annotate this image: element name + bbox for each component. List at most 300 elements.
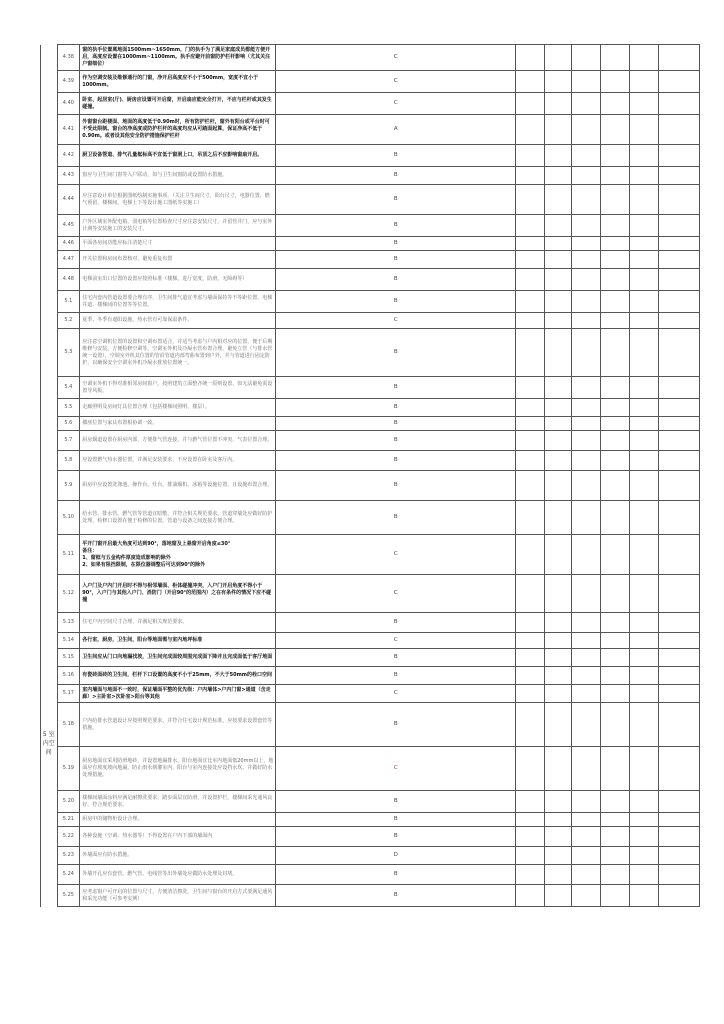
blank-cell: [571, 649, 600, 667]
blank-cell: [658, 237, 699, 251]
blank-cell: [658, 813, 699, 827]
blank-cell: [629, 185, 658, 215]
item-text: 窗的执手位置离地面1500mm~1650mm，门的执手为了满足家庭成员都能方便开启，高度应设置在1000mm~1100mm。执手应避开前窗防护栏杆影响（尤其关注户窗细位）: [80, 45, 276, 71]
blank-cell: [545, 827, 572, 847]
blank-cell: [545, 93, 572, 115]
item-number: 4.46: [57, 237, 80, 251]
blank-cell: [545, 399, 572, 417]
blank-cell: [545, 237, 572, 251]
inspection-table: [40, 44, 700, 907]
blank-cell: [658, 827, 699, 847]
blank-cell: [600, 633, 629, 649]
blank-cell: [516, 269, 545, 291]
table-row: [41, 847, 700, 865]
item-text: 平开门窗开启最大角度可达到90°，落地窗及上悬窗开启角度≤30° 备注： 1、窗框与五金构件厚度造成影响的除外 2、如果有阻挡限制，在限位器调整后可达到90°的除外: [80, 535, 276, 575]
blank-cell: [516, 71, 545, 93]
item-text: 外窗窗台距楼面、地面的高度低于0.90m时，所有防护栏杆，窗外有阳台或平台时可不受此限制。窗台的净高度或防护栏杆的高度均应从可踏面起算，保证净高不低于0.90m。或者设其他安全防护措施保护栏杆: [80, 115, 276, 145]
blank-cell: [571, 431, 600, 451]
grade-cell: C: [276, 45, 516, 71]
blank-cell: [545, 613, 572, 633]
blank-cell: [658, 185, 699, 215]
blank-cell: [545, 167, 572, 185]
blank-cell: [658, 269, 699, 291]
blank-cell: [600, 865, 629, 885]
blank-cell: [629, 813, 658, 827]
blank-cell: [571, 685, 600, 703]
item-number: 5.13: [57, 613, 80, 633]
table-row: [41, 649, 700, 667]
blank-cell: [571, 93, 600, 115]
blank-cell: [571, 185, 600, 215]
item-number: 5.2: [57, 313, 80, 329]
blank-cell: [629, 827, 658, 847]
item-number: 4.38: [57, 45, 80, 71]
blank-cell: [600, 501, 629, 535]
item-number: 5.12: [57, 575, 80, 613]
table-row: [41, 145, 700, 167]
table-row: [41, 237, 700, 251]
grade-cell: B: [276, 703, 516, 747]
blank-cell: [571, 417, 600, 431]
blank-cell: [600, 535, 629, 575]
table-row: [41, 417, 700, 431]
blank-cell: [545, 251, 572, 269]
item-text: 外墙面应有防水措施。: [80, 847, 276, 865]
grade-cell: B: [276, 399, 516, 417]
item-text: 户外区域室外配电箱、弱电箱等位置检查尺寸应注意安装尺寸，并留管井门，应与室外计测等安装施工的安装尺寸。: [80, 215, 276, 237]
item-number: 5.7: [57, 431, 80, 451]
blank-cell: [516, 45, 545, 71]
table-row: [41, 115, 700, 145]
blank-cell: [658, 167, 699, 185]
blank-cell: [545, 535, 572, 575]
blank-cell: [545, 633, 572, 649]
table-row: [41, 93, 700, 115]
blank-cell: [629, 93, 658, 115]
blank-cell: [545, 313, 572, 329]
grade-cell: C: [276, 575, 516, 613]
blank-cell: [516, 471, 545, 501]
item-number: 5.25: [57, 885, 80, 907]
item-text: 应注意空调机位置的设置和空调布置适合，并适当考虑与户内相对应的位置，便于后期维修与安装，方便检修空调等，空调室外机及冷凝水管布置合理，避免立管（与排水管统一设置），空调室外机其位置的管沿管道内部弯曲布置到户外，并与管道进行固定防护，以确保安全空调室外机冷凝水排放位置统一。: [80, 329, 276, 377]
blank-cell: [571, 329, 600, 377]
blank-cell: [545, 685, 572, 703]
blank-cell: [571, 251, 600, 269]
blank-cell: [629, 501, 658, 535]
blank-cell: [516, 329, 545, 377]
blank-cell: [600, 747, 629, 791]
blank-cell: [629, 417, 658, 431]
blank-cell: [658, 633, 699, 649]
grade-cell: B: [276, 431, 516, 451]
blank-cell: [600, 313, 629, 329]
blank-cell: [658, 501, 699, 535]
blank-cell: [545, 649, 572, 667]
blank-cell: [629, 747, 658, 791]
item-text: 户内给排水管道设计应按照规范要求，并符合住宅设计规范标准，应按要求设置套管等措施。: [80, 703, 276, 747]
blank-cell: [516, 93, 545, 115]
blank-cell: [600, 399, 629, 417]
blank-cell: [545, 791, 572, 813]
grade-cell: B: [276, 451, 516, 471]
blank-cell: [629, 535, 658, 575]
blank-cell: [571, 377, 600, 399]
blank-cell: [571, 847, 600, 865]
item-text: 卫生间应从门口向地漏找坡，卫生间完成面较周围完成面下降并且完成面低于客厅地面: [80, 649, 276, 667]
blank-cell: [545, 813, 572, 827]
blank-cell: [600, 45, 629, 71]
item-text: 各种设施（空调、热水器等）不得设置在户内下部的墙面内: [80, 827, 276, 847]
item-text: 入户门及户内门开启时不得与相邻墙面、柜体碰撞冲突，入户门开启角度不得小于90°，入户门与其他入户门、消防门（开启90°的范围内）之在有条件的情况下应不碰撞: [80, 575, 276, 613]
blank-cell: [658, 865, 699, 885]
blank-cell: [600, 667, 629, 685]
table-row: [41, 613, 700, 633]
blank-cell: [516, 575, 545, 613]
blank-cell: [516, 215, 545, 237]
table-row: [41, 501, 700, 535]
item-text: 应考虑窗户可开启的位置与尺寸，方便清洁擦洗，卫生间与窗台的开启方式要满足通风和采光功能（可参考实例）: [80, 885, 276, 907]
blank-cell: [516, 703, 545, 747]
item-number: 5.11: [57, 535, 80, 575]
blank-cell: [658, 313, 699, 329]
blank-cell: [516, 167, 545, 185]
blank-cell: [600, 575, 629, 613]
blank-cell: [658, 885, 699, 907]
blank-cell: [658, 329, 699, 377]
item-text: 室内墙面与地面不一致时，保证墙面平整的优先级：户内墙体>户内门窗>通道（含走廊）>主卧室>次卧室>阳台等其他: [80, 685, 276, 703]
grade-cell: B: [276, 791, 516, 813]
item-number: 5.3: [57, 329, 80, 377]
blank-cell: [658, 377, 699, 399]
blank-cell: [629, 633, 658, 649]
blank-cell: [600, 451, 629, 471]
blank-cell: [600, 685, 629, 703]
table-row: [41, 399, 700, 417]
blank-cell: [629, 399, 658, 417]
blank-cell: [658, 71, 699, 93]
blank-cell: [629, 613, 658, 633]
table-row: [41, 215, 700, 237]
table-row: [41, 185, 700, 215]
blank-cell: [600, 471, 629, 501]
blank-cell: [571, 535, 600, 575]
table-row: [41, 827, 700, 847]
blank-cell: [571, 399, 600, 417]
grade-cell: B: [276, 269, 516, 291]
table-row: [41, 865, 700, 885]
table-row: [41, 575, 700, 613]
blank-cell: [658, 399, 699, 417]
blank-cell: [658, 93, 699, 115]
blank-cell: [600, 703, 629, 747]
blank-cell: [658, 747, 699, 791]
table-row: [41, 313, 700, 329]
item-text: 厨房烟道设置在厨房内部，方便排气管连接，并与燃气管位置不冲突，气表位置合理。: [80, 431, 276, 451]
grade-cell: B: [276, 667, 516, 685]
blank-cell: [658, 685, 699, 703]
blank-cell: [516, 185, 545, 215]
blank-cell: [658, 431, 699, 451]
item-text: 厨卫设备管道、排气孔量框标高不宜低于窗洞上口，吊顶之后不应影响窗扇开启。: [80, 145, 276, 167]
blank-cell: [600, 329, 629, 377]
blank-cell: [629, 471, 658, 501]
blank-cell: [571, 313, 600, 329]
grade-cell: C: [276, 747, 516, 791]
blank-cell: [545, 185, 572, 215]
item-number: 4.42: [57, 145, 80, 167]
table-row: [41, 71, 700, 93]
item-number: 5.15: [57, 649, 80, 667]
item-number: 4.48: [57, 269, 80, 291]
blank-cell: [516, 865, 545, 885]
blank-cell: [571, 501, 600, 535]
blank-cell: [545, 575, 572, 613]
blank-cell: [571, 71, 600, 93]
grade-cell: B: [276, 885, 516, 907]
item-text: 住宅内套内管道设置要合理有序，卫生间排气道宜考虑与墙面保持等不等距位置、电梯井道、楼梯间的位置等等位置。: [80, 291, 276, 313]
blank-cell: [516, 377, 545, 399]
blank-cell: [658, 45, 699, 71]
blank-cell: [516, 399, 545, 417]
blank-cell: [629, 649, 658, 667]
blank-cell: [571, 167, 600, 185]
blank-cell: [658, 791, 699, 813]
blank-cell: [600, 431, 629, 451]
item-text: 空调室外机不得对准相邻房间窗户，按照建筑立面整齐统一原则设置，如无法避免需设置导风板。: [80, 377, 276, 399]
blank-cell: [516, 885, 545, 907]
blank-cell: [545, 291, 572, 313]
blank-cell: [516, 501, 545, 535]
item-number: 5.18: [57, 703, 80, 747]
item-text: 有瓷砖面砖的卫生间，栏杆下口设置的高度不小于25mm，不大于50mm的栓口空间: [80, 667, 276, 685]
grade-cell: B: [276, 613, 516, 633]
blank-cell: [516, 115, 545, 145]
item-number: 4.47: [57, 251, 80, 269]
table-row: [41, 251, 700, 269]
item-text: 夏季、冬季有遮阳设施，热水管有可靠保温条件。: [80, 313, 276, 329]
blank-cell: [658, 703, 699, 747]
item-number: 5.1: [57, 291, 80, 313]
blank-cell: [571, 215, 600, 237]
blank-cell: [545, 417, 572, 431]
blank-cell: [516, 535, 545, 575]
blank-cell: [658, 251, 699, 269]
blank-cell: [545, 145, 572, 167]
blank-cell: [545, 501, 572, 535]
blank-cell: [629, 329, 658, 377]
item-number: 5.8: [57, 451, 80, 471]
blank-cell: [545, 329, 572, 377]
blank-cell: [545, 377, 572, 399]
item-text: 给水管、排水管、燃气管等管道宜暗敷，并符合相关规范要求，管道穿墙处应做好防护处理，检修口设置在便于检修的位置，管道与设备之间连接方便合理。: [80, 501, 276, 535]
grade-cell: B: [276, 185, 516, 215]
item-text: 厨房中应设置洗涤池、操作台、灶台、排油烟机、冰箱等设施位置，且设施布置合理。: [80, 471, 276, 501]
item-number: 5.5: [57, 399, 80, 417]
blank-cell: [545, 471, 572, 501]
blank-cell: [545, 847, 572, 865]
blank-cell: [571, 451, 600, 471]
item-text: 住宅户内空间尺寸合理，并满足相关规范要求。: [80, 613, 276, 633]
item-number: 5.21: [57, 813, 80, 827]
item-text: 平面各房间功能应标注清楚尺寸: [80, 237, 276, 251]
table-row: [41, 667, 700, 685]
blank-cell: [516, 685, 545, 703]
blank-cell: [516, 827, 545, 847]
blank-cell: [571, 269, 600, 291]
blank-cell: [516, 313, 545, 329]
table-row: [41, 45, 700, 71]
grade-cell: A: [276, 115, 516, 145]
blank-cell: [600, 885, 629, 907]
grade-cell: B: [276, 417, 516, 431]
blank-cell: [600, 377, 629, 399]
item-number: 4.43: [57, 167, 80, 185]
blank-cell: [600, 167, 629, 185]
blank-cell: [629, 575, 658, 613]
grade-cell: B: [276, 649, 516, 667]
item-text: 外墙开孔应有套管，燃气管、电线管等出外墙处应做防水处理及封堵。: [80, 865, 276, 885]
item-text: 开关位置和房间布置核对，避免重复布置: [80, 251, 276, 269]
item-text: 厨房中的储物柜设计合理。: [80, 813, 276, 827]
grade-cell: C: [276, 535, 516, 575]
blank-cell: [545, 71, 572, 93]
blank-cell: [629, 377, 658, 399]
item-text: 厨房地面宜采用防滑地砖，并设置地漏排水，阳台地面宜比室内地面低20mm以上，地面应有坡度坡向地漏，防止雨水倒灌室内，阳台与室内连接处应设挡水坎，并做好防水处理措施。: [80, 747, 276, 791]
blank-cell: [516, 251, 545, 269]
item-text: 插座位置与家具布置相协调一致。: [80, 417, 276, 431]
blank-cell: [571, 791, 600, 813]
blank-cell: [629, 115, 658, 145]
grade-cell: C: [276, 93, 516, 115]
blank-cell: [629, 313, 658, 329]
grade-cell: D: [276, 847, 516, 865]
blank-cell: [545, 215, 572, 237]
blank-cell: [629, 215, 658, 237]
blank-cell: [545, 885, 572, 907]
blank-cell: [516, 145, 545, 167]
item-text: 应注意设计单位根据图纸绘制实施事项，（关注卫生间尺寸，阳台尺寸，电器位置，燃气预留，楼梯间，电梯上下等设计施工图纸等实施工）: [80, 185, 276, 215]
blank-cell: [658, 215, 699, 237]
table-row: [41, 685, 700, 703]
table-row: [41, 885, 700, 907]
item-number: 5.23: [57, 847, 80, 865]
grade-cell: B: [276, 237, 516, 251]
blank-cell: [600, 827, 629, 847]
blank-cell: [545, 667, 572, 685]
table-row: [41, 431, 700, 451]
blank-cell: [571, 885, 600, 907]
blank-cell: [516, 667, 545, 685]
blank-cell: [658, 451, 699, 471]
grade-cell: B: [276, 329, 516, 377]
blank-cell: [545, 451, 572, 471]
item-number: 5.6: [57, 417, 80, 431]
item-number: 4.40: [57, 93, 80, 115]
blank-cell: [658, 535, 699, 575]
blank-cell: [629, 865, 658, 885]
item-number: 5.10: [57, 501, 80, 535]
blank-cell: [545, 747, 572, 791]
blank-cell: [545, 865, 572, 885]
blank-cell: [600, 237, 629, 251]
item-text: 各行室，厨房，卫生间，阳台等地面需与室内地坪标准: [80, 633, 276, 649]
blank-cell: [516, 431, 545, 451]
blank-cell: [629, 269, 658, 291]
blank-cell: [516, 847, 545, 865]
grade-cell: B: [276, 471, 516, 501]
table-row: [41, 633, 700, 649]
blank-cell: [571, 827, 600, 847]
grade-cell: B: [276, 167, 516, 185]
blank-cell: [571, 703, 600, 747]
blank-cell: [629, 45, 658, 71]
item-number: 4.44: [57, 185, 80, 215]
blank-cell: [629, 703, 658, 747]
grade-cell: B: [276, 215, 516, 237]
blank-cell: [629, 237, 658, 251]
grade-cell: B: [276, 377, 516, 399]
table-row: [41, 269, 700, 291]
item-number: 5.22: [57, 827, 80, 847]
blank-cell: [658, 847, 699, 865]
grade-cell: B: [276, 291, 516, 313]
blank-cell: [600, 251, 629, 269]
grade-cell: C: [276, 633, 516, 649]
table-row: [41, 167, 700, 185]
table-row: [41, 703, 700, 747]
blank-cell: [545, 269, 572, 291]
blank-cell: [629, 451, 658, 471]
blank-cell: [571, 865, 600, 885]
blank-cell: [629, 291, 658, 313]
blank-cell: [600, 145, 629, 167]
blank-cell: [571, 145, 600, 167]
item-number: 4.45: [57, 215, 80, 237]
item-text: 窗应与卫生间门窗等入户联动，如与卫生间窗防或设置防水措施。: [80, 167, 276, 185]
section-label: 5 室内空间: [41, 45, 58, 907]
item-text: 楼梯间墙面涂料应满足耐擦洗要求，踏步面层宜防滑，并设置护栏，楼梯间采光通风良好，符合规范要求。: [80, 791, 276, 813]
table-row: [41, 329, 700, 377]
table-row: [41, 291, 700, 313]
blank-cell: [516, 649, 545, 667]
blank-cell: [571, 613, 600, 633]
table-row: [41, 471, 700, 501]
blank-cell: [629, 667, 658, 685]
grade-cell: B: [276, 827, 516, 847]
blank-cell: [516, 747, 545, 791]
blank-cell: [658, 667, 699, 685]
grade-cell: B: [276, 813, 516, 827]
item-number: 4.39: [57, 71, 80, 93]
item-number: 5.20: [57, 791, 80, 813]
blank-cell: [629, 847, 658, 865]
blank-cell: [516, 613, 545, 633]
item-number: 5.4: [57, 377, 80, 399]
table-row: [41, 451, 700, 471]
blank-cell: [516, 813, 545, 827]
blank-cell: [600, 613, 629, 633]
blank-cell: [658, 575, 699, 613]
blank-cell: [658, 291, 699, 313]
blank-cell: [571, 667, 600, 685]
blank-cell: [658, 115, 699, 145]
blank-cell: [658, 145, 699, 167]
blank-cell: [629, 251, 658, 269]
blank-cell: [545, 431, 572, 451]
blank-cell: [658, 471, 699, 501]
blank-cell: [516, 237, 545, 251]
blank-cell: [571, 115, 600, 145]
